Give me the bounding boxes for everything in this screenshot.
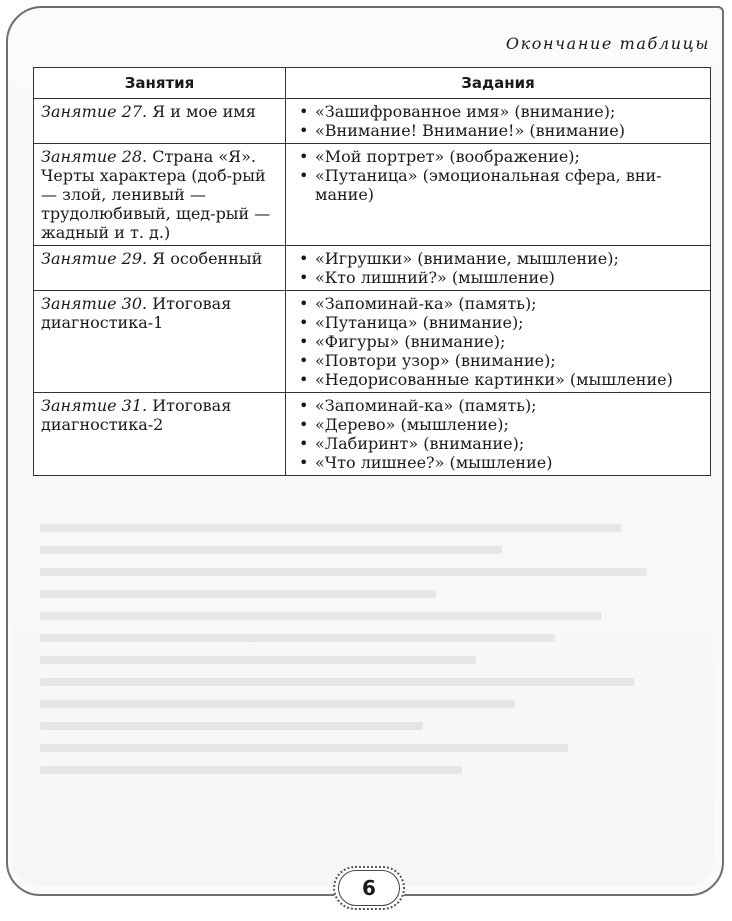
- lesson-number: Занятие 28.: [41, 147, 148, 166]
- task-text: «Фигуры» (внимание);: [315, 332, 506, 351]
- bullet-icon: •: [299, 351, 309, 370]
- task-item: [293, 370, 704, 389]
- task-item: [293, 396, 704, 415]
- task-item: [293, 249, 704, 268]
- task-item: [293, 166, 704, 204]
- task-list: [293, 147, 704, 204]
- task-text: «Зашифрованное имя» (внимание);: [315, 102, 616, 121]
- task-text: «Кто лишний?» (мышление): [315, 268, 555, 287]
- table-row: [34, 144, 711, 246]
- task-list: [293, 102, 704, 140]
- bullet-icon: •: [299, 268, 309, 287]
- task-text: «Игрушки» (внимание, мышление);: [315, 249, 619, 268]
- task-item: [293, 332, 704, 351]
- task-item: [293, 313, 704, 332]
- tasks-cell: [286, 291, 711, 393]
- tasks-cell: [286, 393, 711, 476]
- bullet-icon: •: [299, 453, 309, 472]
- lesson-number: Занятие 30.: [41, 294, 148, 313]
- task-text: «Запоминай-ка» (память);: [315, 294, 537, 313]
- task-text: «Запоминай-ка» (память);: [315, 396, 537, 415]
- table-row: [34, 393, 711, 476]
- task-item: [293, 121, 704, 140]
- task-item: [293, 434, 704, 453]
- task-list: [293, 249, 704, 287]
- bullet-icon: •: [299, 166, 309, 185]
- task-text: «Лабиринт» (внимание);: [315, 434, 525, 453]
- task-text: «Внимание! Внимание!» (внимание): [315, 121, 625, 140]
- task-list: [293, 396, 704, 472]
- task-item: [293, 102, 704, 121]
- column-header-tasks: Задания: [286, 68, 711, 99]
- bullet-icon: •: [299, 434, 309, 453]
- column-header-lessons: Занятия: [34, 68, 286, 99]
- lesson-cell: [34, 393, 286, 476]
- bullet-icon: •: [299, 102, 309, 121]
- lessons-table: [33, 67, 711, 476]
- lesson-number: Занятие 27.: [41, 102, 148, 121]
- bullet-icon: •: [299, 415, 309, 434]
- table-continuation-caption: Окончание таблицы: [505, 34, 710, 53]
- page-number: 6: [338, 870, 400, 906]
- task-item: [293, 268, 704, 287]
- tasks-cell: [286, 99, 711, 144]
- task-text: «Путаница» (внимание);: [315, 313, 524, 332]
- task-item: [293, 147, 704, 166]
- table-row: [34, 291, 711, 393]
- table-body: [34, 99, 711, 476]
- bullet-icon: •: [299, 313, 309, 332]
- tasks-cell: [286, 246, 711, 291]
- lesson-title: Итоговая диагностика-1: [41, 294, 232, 332]
- bullet-icon: •: [299, 294, 309, 313]
- lesson-title: Я особенный: [147, 249, 263, 268]
- lesson-title: Я и мое имя: [147, 102, 256, 121]
- bullet-icon: •: [299, 370, 309, 389]
- lesson-cell: [34, 246, 286, 291]
- task-text: «Мой портрет» (воображение);: [315, 147, 580, 166]
- task-item: [293, 453, 704, 472]
- lesson-cell: [34, 291, 286, 393]
- task-text: «Путаница» (эмоциональная сфера, вни-мание): [315, 166, 662, 204]
- bullet-icon: •: [299, 396, 309, 415]
- tasks-cell: [286, 144, 711, 246]
- lesson-number: Занятие 31.: [41, 396, 148, 415]
- page-number-badge: [333, 866, 405, 910]
- lesson-title: Страна «Я». Черты характера (доб-рый — злой, ленивый — трудолюбивый, щед-рый — жадный и т. д.): [41, 147, 271, 242]
- lesson-number: Занятие 29.: [41, 249, 148, 268]
- table-row: [34, 246, 711, 291]
- task-item: [293, 351, 704, 370]
- task-text: «Повтори узор» (внимание);: [315, 351, 556, 370]
- lesson-cell: [34, 99, 286, 144]
- bullet-icon: •: [299, 249, 309, 268]
- lesson-title: Итоговая диагностика-2: [41, 396, 232, 434]
- lesson-cell: [34, 144, 286, 246]
- task-list: [293, 294, 704, 389]
- task-text: «Что лишнее?» (мышление): [315, 453, 553, 472]
- task-text: «Недорисованные картинки» (мышление): [315, 370, 673, 389]
- table-header-row: [34, 68, 711, 99]
- task-item: [293, 294, 704, 313]
- table-row: [34, 99, 711, 144]
- bullet-icon: •: [299, 121, 309, 140]
- bleed-through-shadow: [40, 510, 700, 840]
- bullet-icon: •: [299, 332, 309, 351]
- task-text: «Дерево» (мышление);: [315, 415, 509, 434]
- task-item: [293, 415, 704, 434]
- bullet-icon: •: [299, 147, 309, 166]
